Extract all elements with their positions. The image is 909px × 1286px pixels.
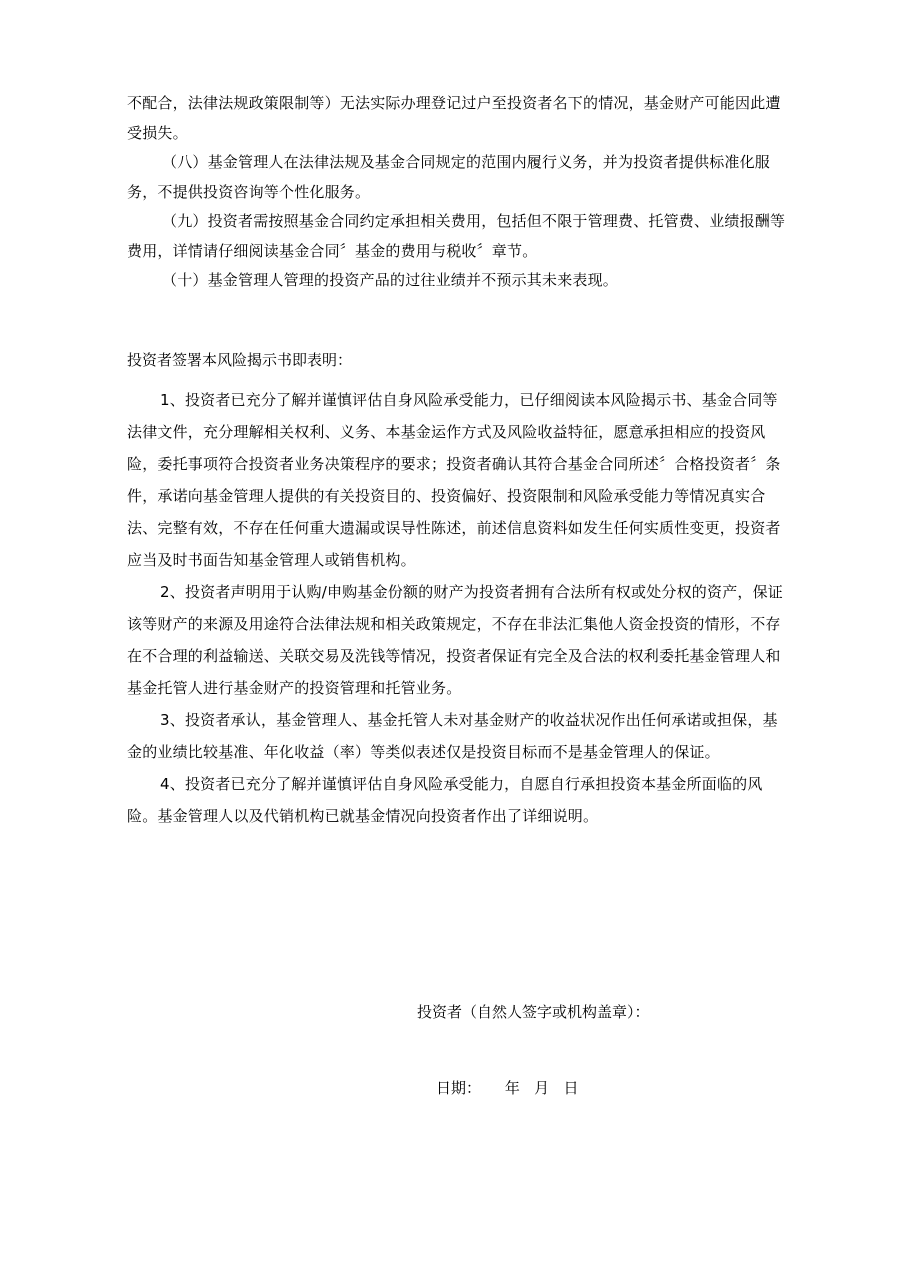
paragraph-item-8: （八）基金管理人在法律法规及基金合同规定的范围内履行义务，并为投资者提供标准化服务，不提供投资咨询等个性化服务。	[127, 153, 771, 201]
risk-items-section	[127, 89, 789, 296]
declaration-section	[127, 384, 789, 832]
declaration-item-2: 2、投资者声明用于认购/申购基金份额的财产为投资者拥有合法所有权或处分权的资产，保证该等财产的来源及用途符合法律法规和相关政策规定，不存在非法汇集他人资金投资的情形，不存在不合理的利益输送、关联交易及洗钱等情况，投资者保证有完全及合法的权利委托基金管理人和基金托管人进行基金财产的投资管理和托管业务。	[127, 583, 784, 697]
paragraph-item-9: （九）投资者需按照基金合同约定承担相关费用，包括但不限于管理费、托管费、业绩报酬等费用，详情请仔细阅读基金合同〞基金的费用与税收〞章节。	[127, 212, 786, 260]
paragraph-item-10: （十）基金管理人管理的投资产品的过往业绩并不预示其未来表现。	[162, 271, 619, 289]
date-line: 日期： 年 月 日	[436, 1079, 579, 1097]
investor-signature-line: 投资者（自然人签字或机构盖章）：	[417, 1003, 650, 1021]
paragraph-continuation: 不配合，法律法规政策限制等）无法实际办理登记过户至投资者名下的情况，基金财产可能因此遭受损失。	[127, 94, 781, 142]
declaration-item-3: 3、投资者承认，基金管理人、基金托管人未对基金财产的收益状况作出任何承诺或担保，基金的业绩比较基准、年化收益（率）等类似表述仅是投资目标而不是基金管理人的保证。	[127, 711, 778, 761]
declaration-item-4: 4、投资者已充分了解并谨慎评估自身风险承受能力，自愿自行承担投资本基金所面临的风险。基金管理人以及代销机构已就基金情况向投资者作出了详细说明。	[127, 775, 763, 825]
declaration-heading: 投资者签署本风险揭示书即表明：	[127, 351, 353, 369]
declaration-item-1: 1、投资者已充分了解并谨慎评估自身风险承受能力，已仔细阅读本风险揭示书、基金合同等法律文件，充分理解相关权利、义务、本基金运作方式及风险收益特征，愿意承担相应的投资风险，委托事项符合投资者业务决策程序的要求；投资者确认其符合基金合同所述〞合格投资者〞条件，承诺向基金管理人提供的有关投资目的、投资偏好、投资限制和风险承受能力等情况真实合法、完整有效，不存在任何重大遗漏或误导性陈述，前述信息资料如发生任何实质性变更，投资者应当及时书面告知基金管理人或销售机构。	[127, 391, 781, 569]
